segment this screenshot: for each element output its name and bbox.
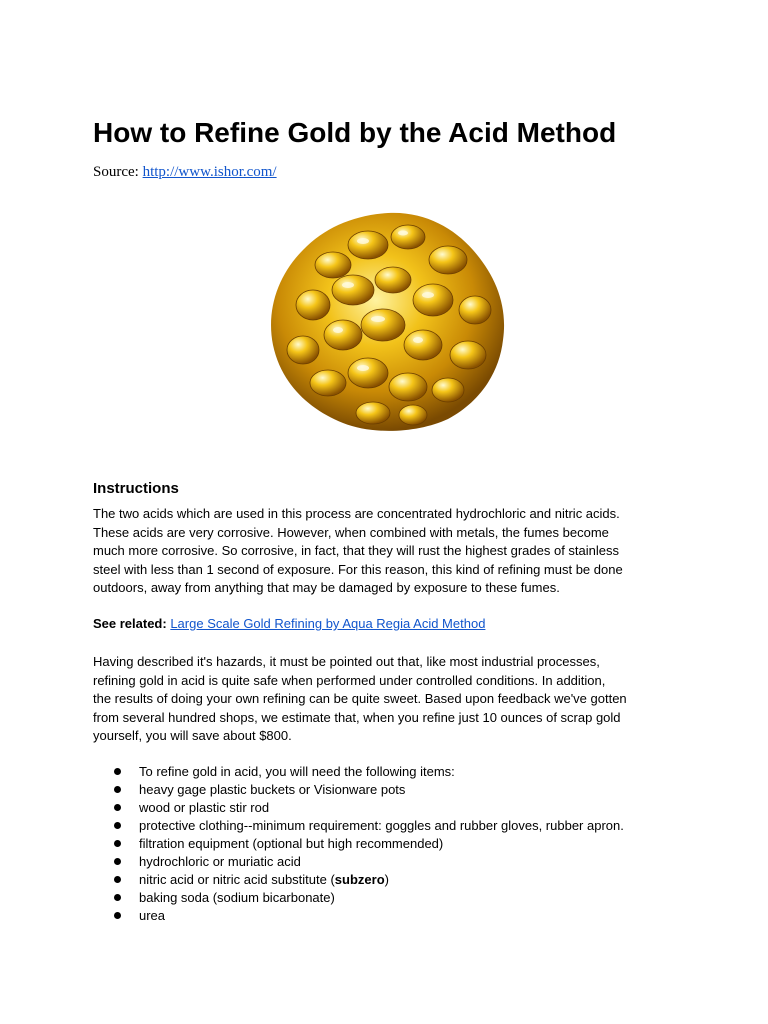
list-item-text: To refine gold in acid, you will need the following items: bbox=[139, 764, 455, 779]
list-item-text: protective clothing--minimum requirement: goggles and rubber gloves, rubber apron. bbox=[139, 818, 624, 833]
bullet-icon bbox=[114, 822, 121, 829]
paragraph-line: yourself, you will save about $800. bbox=[93, 728, 292, 743]
paragraph-line: Having described it's hazards, it must be pointed out that, like most industrial processes, bbox=[93, 654, 600, 669]
bullet-icon bbox=[114, 876, 121, 883]
list-item-text: wood or plastic stir rod bbox=[139, 800, 270, 815]
gold-nuggets-image bbox=[263, 205, 513, 435]
see-related-label: See related: bbox=[93, 616, 167, 631]
paragraph-line: These acids are very corrosive. However, when combined with metals, the fumes become bbox=[93, 524, 609, 540]
list-item bbox=[93, 889, 624, 907]
paragraph-line: outdoors, away from anything that may be damaged by exposure to these fumes. bbox=[93, 580, 560, 595]
list-item bbox=[93, 817, 624, 835]
list-item-text: filtration equipment (optional but high recommended) bbox=[139, 836, 444, 851]
bullet-icon bbox=[114, 786, 121, 793]
bullet-icon bbox=[114, 858, 121, 865]
list-item bbox=[93, 763, 624, 781]
list-item-text: baking soda (sodium bicarbonate) bbox=[139, 890, 335, 905]
nitric-prefix: nitric acid or nitric acid substitute ( bbox=[139, 872, 335, 887]
subzero-text: subzero bbox=[334, 872, 385, 887]
list-item-text: hydrochloric or muriatic acid bbox=[139, 854, 301, 869]
instructions-heading: Instructions bbox=[93, 480, 179, 497]
bullet-icon bbox=[114, 840, 121, 847]
list-item bbox=[93, 871, 624, 889]
paragraph-line: much more corrosive. So corrosive, in fact, that they will rust the highest grades of stainless bbox=[93, 543, 620, 558]
paragraph-line: refining gold in acid is quite safe when performed under controlled conditions. In addition, bbox=[93, 672, 606, 688]
source-label: Source: bbox=[93, 164, 139, 180]
intro-paragraph bbox=[93, 505, 683, 598]
benefits-paragraph bbox=[93, 653, 683, 746]
paragraph-line: from several hundred shops, we estimate that, when you refine just 10 ounces of scrap gold bbox=[93, 709, 621, 725]
gold-nuggets-graphic bbox=[263, 205, 513, 435]
bullet-icon bbox=[114, 804, 121, 811]
bullet-icon bbox=[114, 912, 121, 919]
bullet-icon bbox=[114, 768, 121, 775]
source-line bbox=[93, 162, 277, 182]
see-related-link[interactable]: Large Scale Gold Refining by Aqua Regia Acid Method bbox=[170, 616, 486, 631]
list-item-text: heavy gage plastic buckets or Visionware pots bbox=[139, 782, 406, 797]
paragraph-line: the results of doing your own refining can be quite sweet. Based upon feedback we've gotten bbox=[93, 691, 627, 706]
list-item bbox=[93, 907, 624, 925]
list-item bbox=[93, 835, 624, 853]
list-item bbox=[93, 781, 624, 799]
nitric-suffix: ) bbox=[384, 872, 389, 887]
see-related-line bbox=[93, 615, 683, 634]
paragraph-line: steel with less than 1 second of exposure. For this reason, this kind of refining must be done bbox=[93, 561, 623, 577]
list-item bbox=[93, 853, 624, 871]
items-list bbox=[93, 763, 624, 925]
list-item bbox=[93, 799, 624, 817]
bullet-icon bbox=[114, 894, 121, 901]
paragraph-line: The two acids which are used in this process are concentrated hydrochloric and nitric acids. bbox=[93, 506, 620, 521]
page-title: How to Refine Gold by the Acid Method bbox=[93, 117, 617, 148]
source-link[interactable]: http://www.ishor.com/ bbox=[142, 164, 277, 180]
list-item-text: urea bbox=[139, 908, 166, 923]
